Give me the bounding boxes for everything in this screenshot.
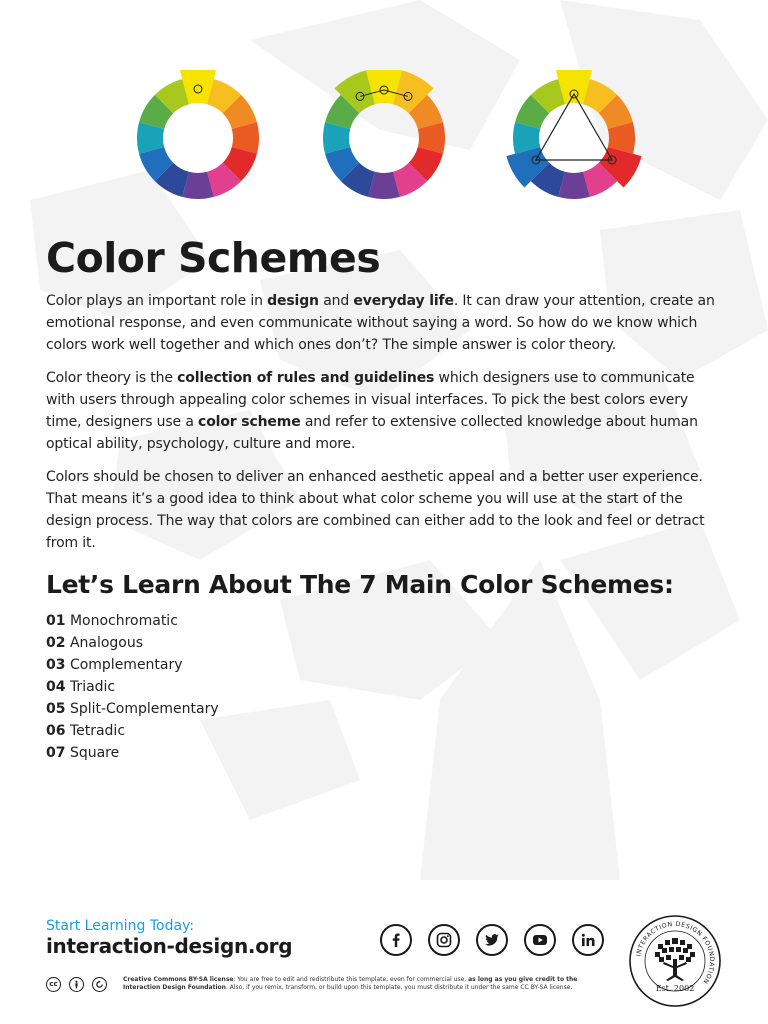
license-text: Creative Commons BY-SA license: You are free to edit and redistribute this template, even for commercial use, as long as you give credit to the Interaction Design Foundation. Also, if you remix, transform, or build upon this template, you must distribute it under the same CC BY-SA license.	[123, 976, 578, 991]
sa-icon	[92, 977, 107, 992]
youtube-icon[interactable]	[524, 924, 556, 956]
color-wheels	[0, 70, 768, 210]
license-row	[46, 976, 613, 992]
cc-icon: cc	[46, 977, 61, 992]
list-item: 07 Square	[46, 745, 120, 761]
list-item: 02 Analogous	[46, 635, 144, 651]
page-title: Color Schemes	[46, 234, 381, 282]
schemes-heading: Let’s Learn About The 7 Main Color Schemes:	[46, 570, 674, 599]
social-links	[380, 924, 604, 956]
linkedin-icon[interactable]	[572, 924, 604, 956]
list-item: 03 Complementary	[46, 657, 183, 673]
intro-paragraph-3: Colors should be chosen to deliver an enhanced aesthetic appeal and a better user experience. That means it’s a good idea to think about what color scheme you will use at the start of the design process. The way that colors are combined can either add to the look and feel or detract from it.	[46, 469, 705, 551]
footer	[0, 892, 768, 1024]
seal-ring-text: INTERACTION DESIGN FOUNDATION	[635, 920, 716, 986]
list-item: 04 Triadic	[46, 679, 116, 695]
instagram-icon[interactable]	[428, 924, 460, 956]
list-item: 06 Tetradic	[46, 723, 126, 739]
list-item: 05 Split-Complementary	[46, 701, 219, 717]
schemes-list	[46, 610, 726, 764]
interaction-design-foundation-seal[interactable]	[628, 914, 722, 1008]
bold-design: design	[267, 293, 319, 309]
intro-paragraph-1: Color plays an important role in design and everyday life. It can draw your attention, create an emotional response, and even communicate without saying a word. So how do we know which colors work well together and which ones don’t? The simple answer is color theory.	[46, 293, 715, 353]
by-icon	[69, 977, 84, 992]
facebook-icon[interactable]	[380, 924, 412, 956]
seal-est-text: Est. 2002	[655, 984, 695, 993]
list-item: 01 Monochromatic	[46, 613, 178, 629]
bold-collection: collection of rules and guidelines	[177, 370, 435, 386]
cta-text: Start Learning Today:	[46, 918, 195, 934]
twitter-icon[interactable]	[476, 924, 508, 956]
intro-paragraph-2: Color theory is the collection of rules and guidelines which designers use to communicate with users through appealing color schemes in visual interfaces. To pick the best colors every time, designers use a color scheme and refer to extensive collected knowledge about human optical ability, psychology, culture and more.	[46, 370, 698, 452]
bold-everyday-life: everyday life	[353, 293, 454, 309]
site-link[interactable]: interaction-design.org	[46, 934, 293, 958]
bold-color-scheme: color scheme	[198, 414, 301, 430]
